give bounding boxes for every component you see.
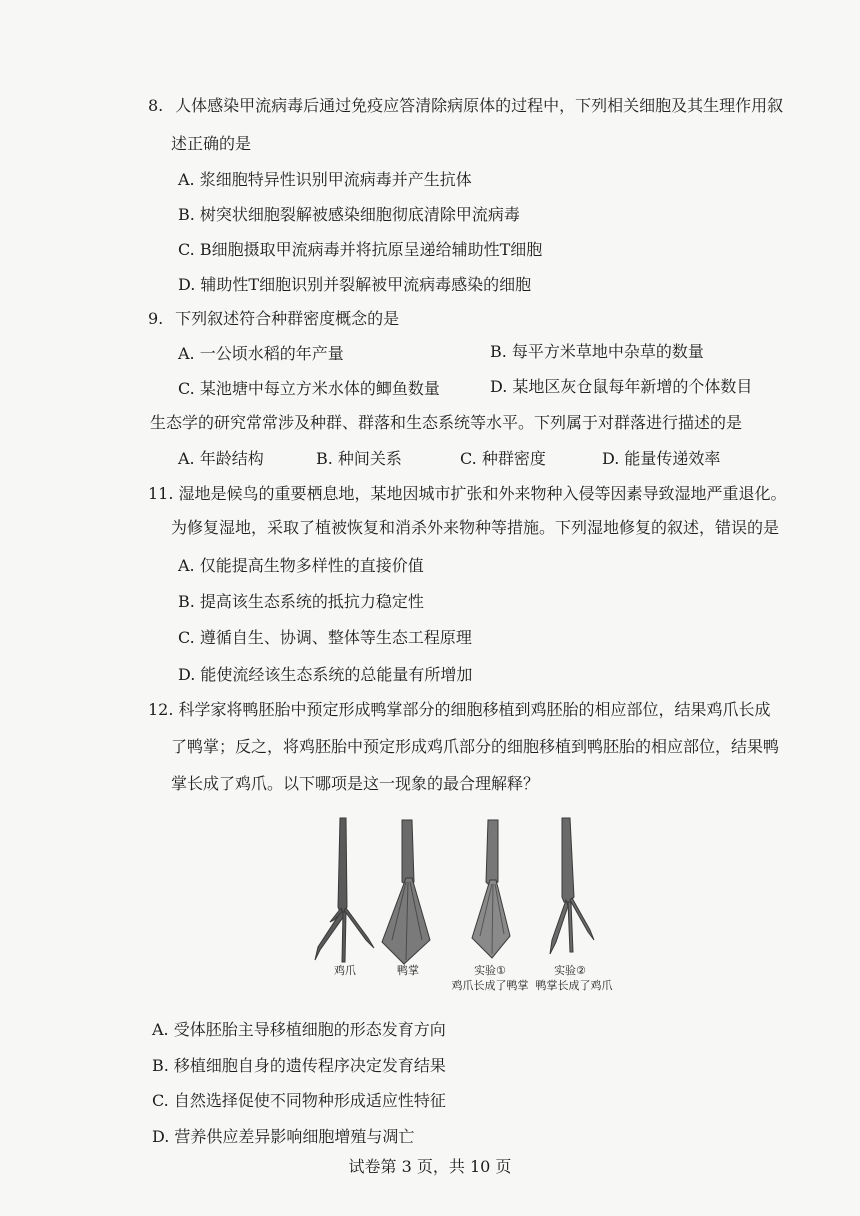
q11-stem-line1: 11. 湿地是候鸟的重要栖息地，某地因城市扩张和外来物种入侵等因素导致湿地严重退化。 — [148, 484, 787, 503]
foot-illustrations — [300, 812, 630, 972]
q11-number: 11. — [148, 484, 174, 503]
q10-option-c: C. 种群密度 — [460, 449, 546, 468]
q9-option-c: C. 某池塘中每立方米水体的鲫鱼数量 — [178, 379, 440, 398]
q11-stem-line2: 为修复湿地，采取了植被恢复和消杀外来物种等措施。下列湿地修复的叙述，错误的是 — [171, 518, 780, 537]
figure-label-experiment-1: 实验① — [474, 964, 506, 977]
figure-label-chicken-foot: 鸡爪 — [334, 964, 356, 977]
q8-stem-line1: 8. 人体感染甲流病毒后通过免疫应答清除病原体的过程中，下列相关细胞及其生理作用叙 — [148, 96, 784, 115]
q11-option-d: D. 能使流经该生态系统的总能量有所增加 — [178, 665, 473, 684]
q10-option-a: A. 年龄结构 — [178, 449, 264, 468]
q12-stem-line1: 12. 科学家将鸭胚胎中预定形成鸭掌部分的细胞移植到鸡胚胎的相应部位，结果鸡爪长成 — [148, 700, 771, 719]
q10-option-d: D. 能量传递效率 — [602, 449, 721, 468]
figure-label-experiment-2: 实验② — [554, 964, 586, 977]
q10-option-b: B. 种间关系 — [316, 449, 402, 468]
figure-sublabel-experiment-1: 鸡爪长成了鸭掌 — [451, 979, 529, 992]
q12-option-b: B. 移植细胞自身的遗传程序决定发育结果 — [152, 1056, 446, 1075]
foot-comparison-figure — [300, 812, 630, 1002]
page-footer: 试卷第 3 页，共 10 页 — [348, 1157, 512, 1176]
q12-number: 12. — [148, 700, 174, 719]
figure-label-duck-foot: 鸭掌 — [397, 964, 419, 977]
duck-foot-image — [382, 820, 430, 964]
q10-options — [178, 449, 720, 469]
q9-number: 9. — [148, 309, 164, 328]
chicken-foot-image — [315, 818, 374, 962]
q8-number: 8. — [148, 96, 164, 115]
experiment-2-image — [550, 818, 594, 954]
experiment-1-image — [472, 820, 510, 958]
q9-option-d: D. 某地区灰仓鼠每年新增的个体数目 — [490, 377, 753, 396]
q12-option-c: C. 自然选择促使不同物种形成适应性特征 — [152, 1091, 446, 1110]
q8-option-d: D. 辅助性T细胞识别并裂解被甲流病毒感染的细胞 — [178, 275, 532, 294]
q10-stem: 生态学的研究常常涉及种群、群落和生态系统等水平。下列属于对群落进行描述的是 — [150, 413, 743, 432]
q11-option-b: B. 提高该生态系统的抵抗力稳定性 — [178, 592, 424, 611]
q12-option-a: A. 受体胚胎主导移植细胞的形态发育方向 — [152, 1020, 446, 1039]
q12-option-d: D. 营养供应差异影响细胞增殖与凋亡 — [152, 1127, 415, 1146]
figure-sublabel-experiment-2: 鸭掌长成了鸡爪 — [535, 979, 613, 992]
q8-option-a: A. 浆细胞特异性识别甲流病毒并产生抗体 — [178, 170, 472, 189]
q11-option-c: C. 遵循自生、协调、整体等生态工程原理 — [178, 628, 472, 647]
q12-stem-line3: 掌长成了鸡爪。以下哪项是这一现象的最合理解释？ — [171, 774, 540, 793]
q9-option-a: A. 一公顷水稻的年产量 — [178, 344, 344, 363]
q9-stem: 9. 下列叙述符合种群密度概念的是 — [148, 309, 400, 328]
q8-option-b: B. 树突状细胞裂解被感染细胞彻底清除甲流病毒 — [178, 205, 520, 224]
q11-option-a: A. 仅能提高生物多样性的直接价值 — [178, 556, 424, 575]
q8-stem-line2: 述正确的是 — [171, 134, 252, 153]
q8-option-c: C. B细胞摄取甲流病毒并将抗原呈递给辅助性T细胞 — [178, 240, 543, 259]
q12-stem-line2: 了鸭掌；反之，将鸡胚胎中预定形成鸡爪部分的细胞移植到鸭胚胎的相应部位，结果鸭 — [171, 737, 780, 756]
q9-option-b: B. 每平方米草地中杂草的数量 — [490, 342, 704, 361]
